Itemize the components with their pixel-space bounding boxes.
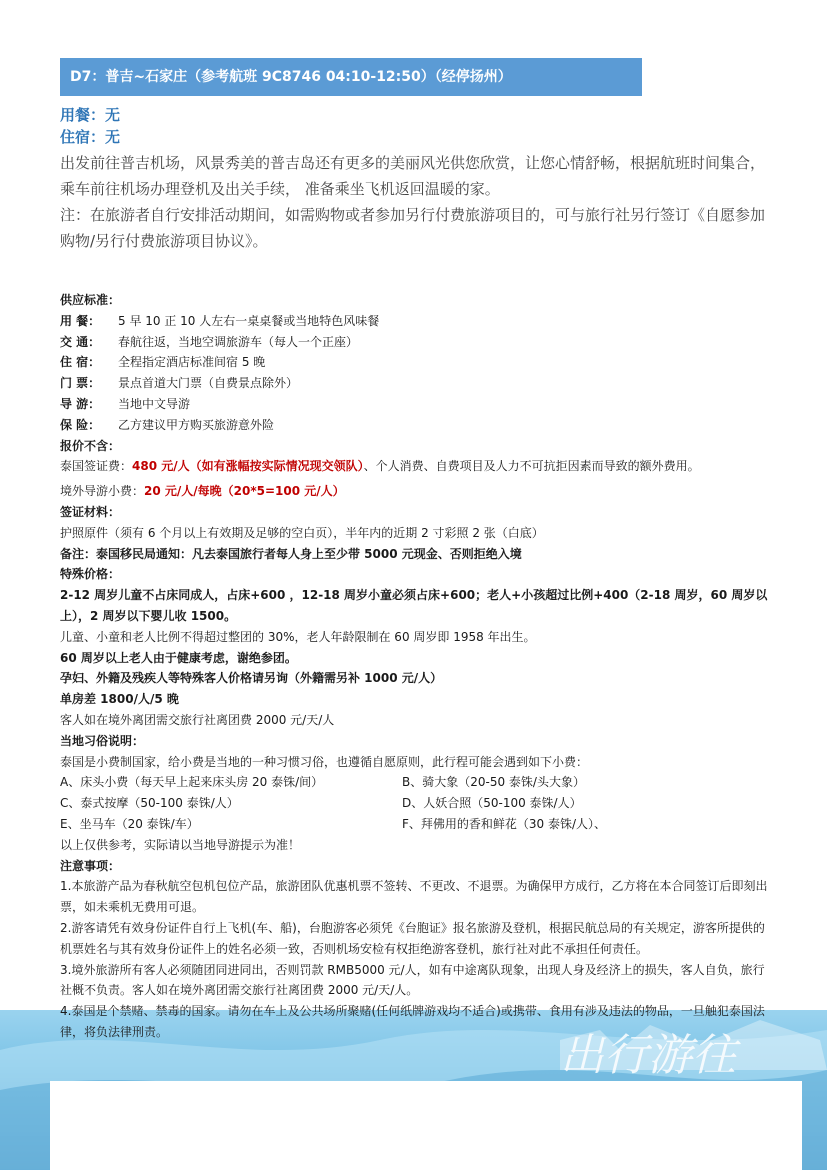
single-room-supplement: 单房差 1800/人/5 晚 [60, 692, 179, 707]
tip-item: D、人妖合照（50-100 泰铢/人） [402, 796, 582, 811]
exclusions-heading: 报价不含： [60, 438, 121, 453]
note-item: 4.泰国是个禁赌、禁毒的国家。请勿在车上及公共场所聚赌(任何纸牌游戏均不适合)或携带、食用有涉及违法的物品，一旦触犯泰国法律，将负法律刑责。 [60, 1004, 765, 1039]
notes-heading: 注意事项： [60, 858, 121, 873]
tip-fee-line: 境外导游小费：20 元/人/每晚（20*5=100 元/人） [60, 484, 345, 499]
itinerary-intro [60, 150, 772, 254]
customs-footer: 以上仅供参考，实际请以当地导游提示为准！ [60, 837, 301, 852]
supply-value: 全程指定酒店标准间宿 5 晚 [118, 355, 266, 370]
supply-label: 住 宿： [60, 355, 101, 370]
supply-label: 用 餐： [60, 313, 101, 328]
hotel-info: 住宿：无 [60, 128, 121, 146]
tips-grid [60, 772, 775, 834]
supply-value: 当地中文导游 [118, 396, 191, 411]
main-content [60, 290, 775, 1043]
white-card [50, 1081, 802, 1170]
intro-note: 注：在旅游者自行安排活动期间，如需购物或者参加另行付费旅游项目的，可与旅行社另行签订《自愿参加购物/另行付费旅游项目协议》。 [60, 206, 766, 250]
note-item: 3.境外旅游所有客人必须随团同进同出，否则罚款 RMB5000 元/人，如有中途离队现象，出现人身及经济上的损失，客人自负，旅行社概不负责。客人如在境外离团需交旅行社离团费 2000 元/天/人。 [60, 962, 765, 998]
tip-item: C、泰式按摩（50-100 泰铢/人） [60, 796, 239, 811]
intro-paragraph: 出发前往普吉机场，风景秀美的普吉岛还有更多的美丽风光供您欣赏，让您心情舒畅，根据航班时间集合，乘车前往机场办理登机及出关手续， 准备乘坐飞机返回温暖的家。 [60, 154, 766, 198]
supply-item [60, 415, 775, 436]
visa-fee-line: 泰国签证费：480 元/人（如有涨幅按实际情况现交领队）、个人消费、自费项目及人力不可抗拒因素而导致的额外费用。 [60, 459, 700, 474]
special-price-line4: 孕妇、外籍及残疾人等特殊客人价格请另询（外籍需另补 1000 元/人） [60, 671, 443, 686]
note-item: 2.游客请凭有效身份证件自行上飞机(车、船)，台胞游客必须凭《台胞证》报名旅游及登机，根据民航总局的有关规定，游客所提供的机票姓名与其有效身份证件上的姓名必须一致，否则机场安检有权拒绝游客登机，旅行社对此不承担任何责任。 [60, 920, 765, 956]
tip-item: E、坐马车（20 泰铢/车） [60, 816, 199, 831]
supply-value: 乙方建议甲方购买旅游意外险 [118, 417, 275, 432]
supply-label: 导 游： [60, 396, 101, 411]
supply-label: 保 险： [60, 417, 101, 432]
supply-item [60, 352, 775, 373]
visa-note: 备注：泰国移民局通知：凡去泰国旅行者每人身上至少带 5000 元现金、否则拒绝入境 [60, 546, 522, 561]
supply-item [60, 394, 775, 415]
banner-calligraphy: 出行游往 [560, 1030, 736, 1081]
visa-materials-heading: 签证材料： [60, 504, 121, 519]
supply-value: 景点首道大门票（自费景点除外） [118, 376, 299, 391]
tip-item: A、床头小费（每天早上起来床头房 20 泰铢/间） [60, 775, 324, 790]
tip-item: F、拜佛用的香和鲜花（30 泰铢/人）、 [402, 816, 607, 831]
tips-right-column [402, 772, 606, 834]
supply-value: 5 早 10 正 10 人左右一桌桌餐或当地特色风味餐 [118, 313, 380, 328]
note-item: 1.本旅游产品为春秋航空包机包位产品，旅游团队优惠机票不签转、不更改、不退票。为确保甲方成行，乙方将在本合同签订后即刻出票，如未乘机无费用可退。 [60, 879, 768, 915]
meal-info: 用餐：无 [60, 106, 121, 124]
customs-intro: 泰国是小费制国家，给小费是当地的一种习惯习俗，也遵循自愿原则，此行程可能会遇到如下小费： [60, 754, 589, 769]
supply-heading: 供应标准： [60, 293, 121, 307]
tip-fee: 20 元/人/每晚（20*5=100 元/人） [144, 484, 345, 499]
tip-item: B、骑大象（20-50 泰铢/头大象） [402, 775, 585, 790]
special-price-line5: 客人如在境外离团需交旅行社离团费 2000 元/天/人 [60, 712, 335, 727]
supply-value: 春航往返，当地空调旅游车（每人一个正座） [118, 334, 359, 349]
special-price-line3: 60 周岁以上老人由于健康考虑，谢绝参团。 [60, 650, 297, 665]
special-price-line2: 儿童、小童和老人比例不得超过整团的 30%，老人年龄限制在 60 周岁即 1958 年出生。 [60, 629, 536, 644]
visa-materials-text: 护照原件（须有 6 个月以上有效期及足够的空白页），半年内的近期 2 寸彩照 2 张（白底） [60, 525, 544, 540]
supply-label: 交 通： [60, 334, 101, 349]
special-price-heading: 特殊价格： [60, 567, 121, 582]
supply-item [60, 332, 775, 353]
supply-item [60, 373, 775, 394]
special-price-line1: 2-12 周岁儿童不占床同成人，占床+600 ，12-18 周岁小童必须占床+600；老人+小孩超过比例+400（2-18 周岁，60 周岁以上），2 周岁以下婴儿收 1500。 [60, 588, 768, 623]
tips-left-column [60, 772, 402, 834]
visa-fee: 480 元/人（如有涨幅按实际情况现交领队） [132, 459, 364, 474]
day-header: D7：普吉~石家庄（参考航班 9C8746 04:10-12:50）（经停扬州） [60, 58, 642, 96]
supply-label: 门 票： [60, 376, 101, 391]
supply-item [60, 311, 775, 332]
supply-list [60, 311, 775, 436]
customs-heading: 当地习俗说明： [60, 733, 145, 748]
